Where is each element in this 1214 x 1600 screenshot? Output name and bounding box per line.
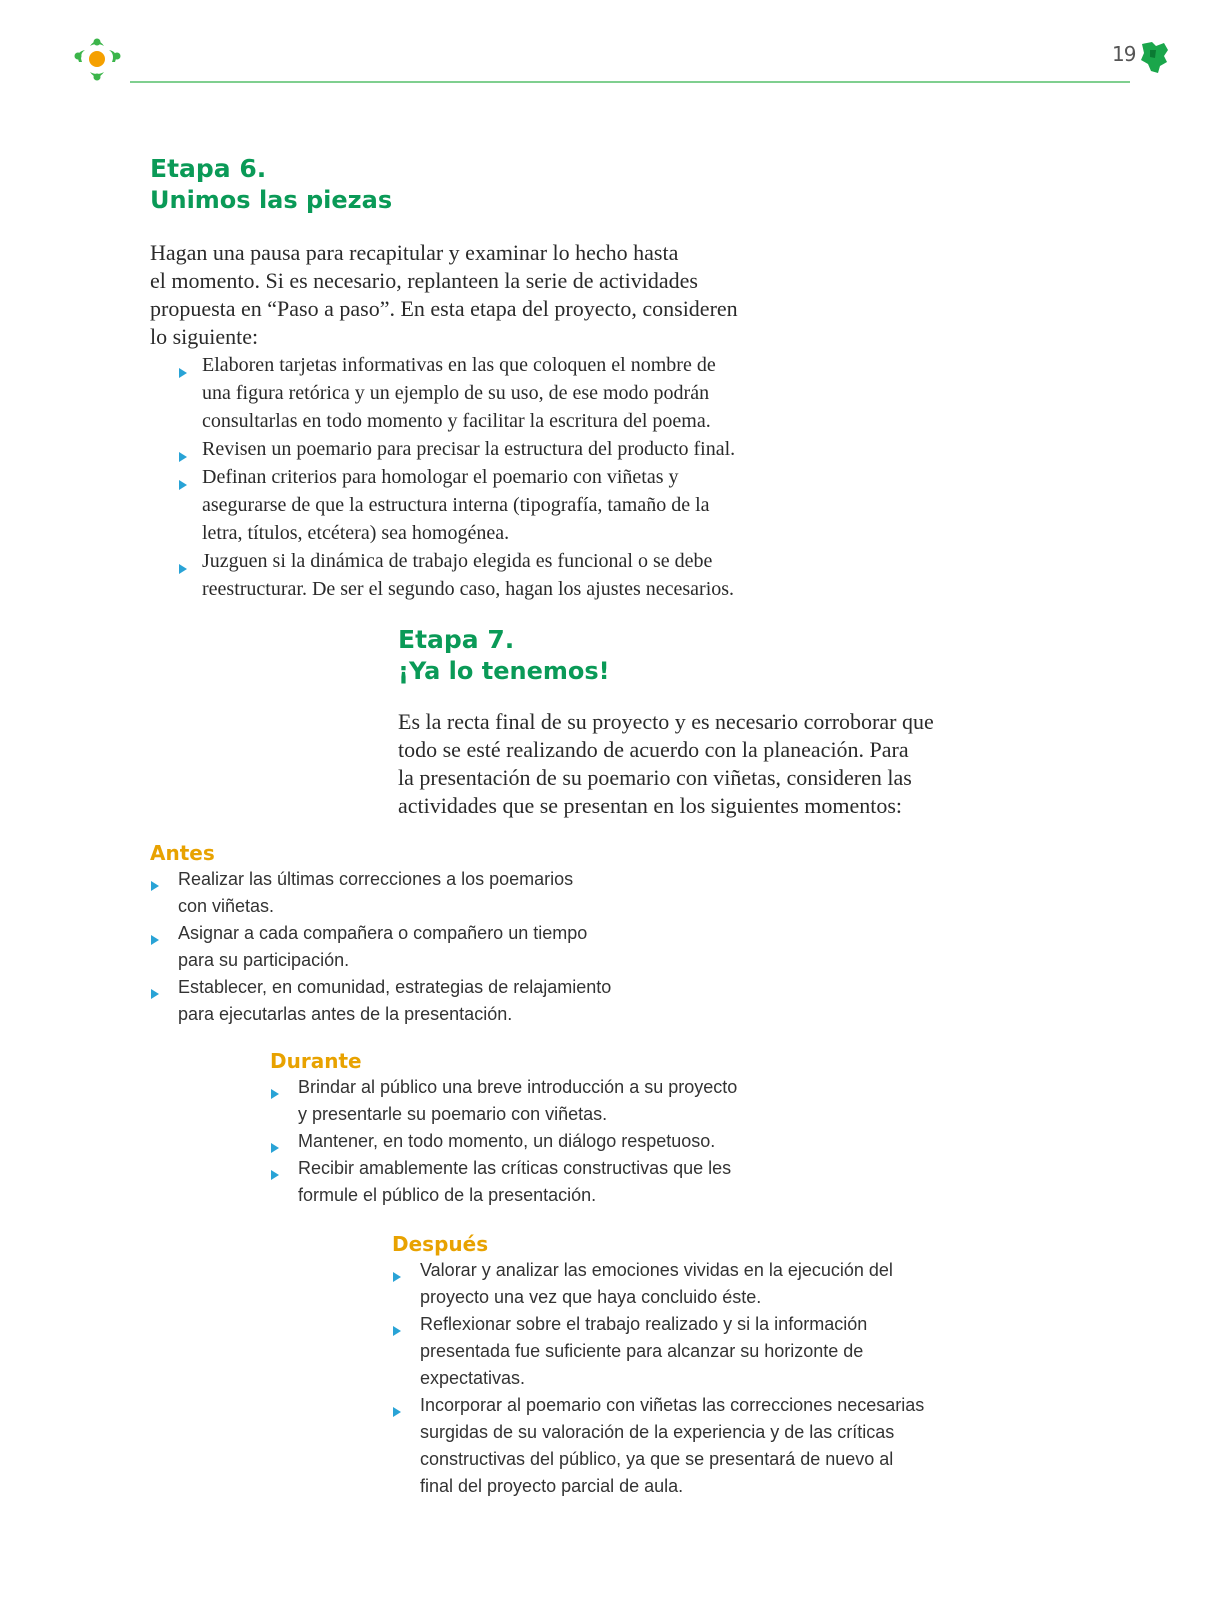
list-item (150, 974, 670, 1028)
item-line: Revisen un poemario para precisar la estructura del producto final. (202, 438, 736, 460)
durante-title: Durante (270, 1049, 362, 1073)
item-line: Brindar al público una breve introducción a su proyecto (298, 1077, 738, 1097)
bullet-icon (270, 1135, 280, 1147)
despues-list (392, 1257, 952, 1500)
list-item (150, 547, 810, 603)
item-line: Mantener, en todo momento, un diálogo respetuoso. (298, 1131, 716, 1151)
item-line: final del proyecto parcial de aula. (420, 1476, 684, 1496)
etapa-6-section (150, 154, 790, 216)
item-line: Establecer, en comunidad, estrategias de relajamiento (178, 977, 612, 997)
item-line: constructivas del público, ya que se presentará de nuevo al (420, 1449, 894, 1469)
list-item (150, 351, 810, 435)
intro-line: lo siguiente: (150, 324, 259, 349)
bullet-icon (270, 1081, 280, 1093)
list-item (150, 463, 810, 547)
item-line: formule el público de la presentación. (298, 1185, 597, 1205)
etapa-6-list (150, 351, 810, 603)
etapa-7-title: Etapa 7. (398, 625, 515, 654)
list-item (150, 435, 810, 463)
item-line: Incorporar al poemario con viñetas las correcciones necesarias (420, 1395, 925, 1415)
etapa-7-intro (398, 708, 1018, 820)
item-line: Juzguen si la dinámica de trabajo elegida es funcional o se debe (202, 550, 713, 572)
etapa-6-subtitle: Unimos las piezas (150, 186, 393, 214)
list-item (150, 866, 670, 920)
intro-line: propuesta en “Paso a paso”. En esta etapa del proyecto, consideren (150, 296, 738, 321)
despues-title: Después (392, 1232, 489, 1256)
list-item (150, 920, 670, 974)
item-line: con viñetas. (178, 896, 275, 916)
item-line: letra, títulos, etcétera) sea homogénea. (202, 522, 510, 544)
list-item (270, 1128, 790, 1155)
item-line: Valorar y analizar las emociones vividas en la ejecución del (420, 1260, 893, 1280)
bullet-icon (150, 981, 160, 993)
bullet-icon (270, 1162, 280, 1174)
item-line: Asignar a cada compañera o compañero un tiempo (178, 923, 588, 943)
bullet-icon (392, 1318, 402, 1330)
green-glyph-icon (1138, 38, 1170, 76)
item-line: Elaboren tarjetas informativas en las que coloquen el nombre de (202, 354, 716, 376)
durante-list (270, 1074, 790, 1209)
bullet-icon (392, 1399, 402, 1411)
durante-section (270, 1048, 790, 1209)
etapa-7-subtitle: ¡Ya lo tenemos! (398, 657, 610, 685)
antes-section (150, 840, 670, 1028)
item-line: una figura retórica y un ejemplo de su uso, de ese modo podrán (202, 382, 710, 404)
antes-title: Antes (150, 841, 215, 865)
item-line: reestructurar. De ser el segundo caso, hagan los ajustes necesarios. (202, 578, 735, 600)
list-item (392, 1311, 952, 1392)
item-line: consultarlas en todo momento y facilitar la escritura del poema. (202, 410, 711, 432)
intro-line: todo se esté realizando de acuerdo con la planeación. Para (398, 737, 909, 762)
list-item (270, 1074, 790, 1128)
item-line: Realizar las últimas correcciones a los poemarios (178, 869, 574, 889)
flower-logo-icon (70, 32, 128, 84)
bullet-icon (178, 359, 188, 371)
etapa-7-section (398, 625, 998, 687)
list-item (392, 1392, 952, 1500)
intro-line: Es la recta final de su proyecto y es necesario corroborar que (398, 709, 934, 734)
intro-line: Hagan una pausa para recapitular y examinar lo hecho hasta (150, 240, 679, 265)
item-line: proyecto una vez que haya concluido éste. (420, 1287, 762, 1307)
item-line: surgidas de su valoración de la experiencia y de las críticas (420, 1422, 895, 1442)
header-divider (130, 81, 1130, 83)
antes-list (150, 866, 670, 1028)
bullet-icon (178, 555, 188, 567)
item-line: para ejecutarlas antes de la presentación. (178, 1004, 513, 1024)
item-line: Reflexionar sobre el trabajo realizado y si la información (420, 1314, 868, 1334)
page-number: 19 (1112, 42, 1136, 66)
list-item (270, 1155, 790, 1209)
item-line: para su participación. (178, 950, 350, 970)
despues-section (392, 1231, 952, 1500)
etapa-6-intro (150, 239, 790, 351)
intro-line: la presentación de su poemario con viñetas, consideren las (398, 765, 912, 790)
etapa-6-title: Etapa 6. (150, 154, 267, 183)
intro-line: actividades que se presentan en los siguientes momentos: (398, 793, 903, 818)
bullet-icon (178, 443, 188, 455)
item-line: Recibir amablemente las críticas constructivas que les (298, 1158, 732, 1178)
bullet-icon (150, 873, 160, 885)
item-line: Definan criterios para homologar el poemario con viñetas y (202, 466, 679, 488)
item-line: presentada fue suficiente para alcanzar su horizonte de (420, 1341, 864, 1361)
list-item (392, 1257, 952, 1311)
bullet-icon (178, 471, 188, 483)
bullet-icon (150, 927, 160, 939)
bullet-icon (392, 1264, 402, 1276)
item-line: expectativas. (420, 1368, 526, 1388)
intro-line: el momento. Si es necesario, replanteen la serie de actividades (150, 268, 698, 293)
item-line: y presentarle su poemario con viñetas. (298, 1104, 608, 1124)
item-line: asegurarse de que la estructura interna (tipografía, tamaño de la (202, 494, 710, 516)
